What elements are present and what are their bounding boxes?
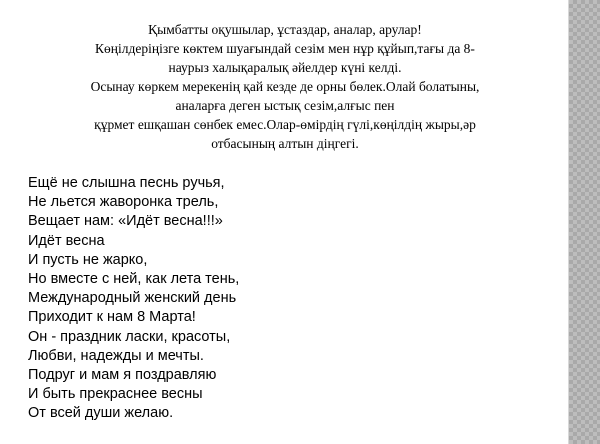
kazakh-line: Қымбатты оқушылар, ұстаздар, аналар, арулар! (148, 22, 422, 37)
poem-line: Международный женский день (28, 290, 237, 307)
poem-line: Не льется жаворонка трель, (28, 194, 219, 211)
poem-line: И пусть не жарко, (28, 251, 148, 268)
kazakh-line: Осынау көркем мерекенің қай кезде де орны бөлек.Олай болатыны, (90, 79, 480, 94)
russian-poem (28, 174, 428, 424)
poem-line: Он - праздник ласки, красоты, (28, 328, 231, 345)
poem-line: Идёт весна (28, 232, 105, 249)
kazakh-line: наурыз халықаралық әйелдер күні келді. (168, 60, 402, 75)
poem-line: От всей души желаю. (28, 405, 174, 422)
kazakh-greeting (40, 20, 530, 153)
poem-line: Ещё не слышна песнь ручья, (28, 175, 225, 191)
kazakh-line: Көңілдеріңізге көктем шуағындай сезім мен нұр құйып,тағы да 8- (95, 41, 475, 56)
poem-line: Но вместе с ней, как лета тень, (28, 271, 240, 288)
poem-line: Любви, надежды и мечты. (28, 347, 204, 364)
side-pattern-strip (569, 0, 600, 444)
poem-line: Подруг и мам я поздравляю (28, 367, 217, 384)
poem-line: Вещает нам: «Идёт весна!!!» (28, 213, 223, 230)
kazakh-line: аналарға деген ыстық сезім,алғыс пен (175, 98, 395, 113)
poem-line: Приходит к нам 8 Марта! (28, 309, 196, 326)
poem-line: И быть прекраснее весны (28, 386, 203, 403)
kazakh-line: құрмет ешқашан сөнбек емес.Олар-өмірдің гүлі,көңілдің жыры,әр (94, 117, 476, 132)
kazakh-line: отбасының алтын діңгегі. (211, 136, 359, 151)
